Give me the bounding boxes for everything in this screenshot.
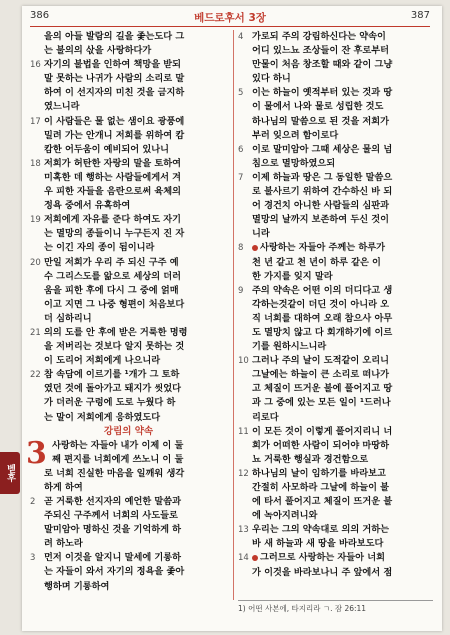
- verse-text: 그러므로 사랑하는 자들아 너희: [260, 552, 385, 564]
- verse-number: 17: [30, 116, 41, 127]
- book-chapter-title: 베드로후서 3장: [194, 12, 266, 24]
- verse-line: 도 멸망치 않고 다 회개하기에 이르: [252, 326, 393, 338]
- verse-number: 10: [238, 356, 249, 367]
- verse-number: 9: [238, 285, 244, 296]
- verse-line: 만물이 처음 창조할 때와 같이 그냥: [252, 59, 393, 71]
- verse: [238, 143, 435, 171]
- verse-line: 우리는 그의 약속대로 의의 거하는: [252, 524, 390, 536]
- verse-line: 로 너희 진실한 마음을 일깨워 생각: [44, 467, 185, 479]
- paragraph-bullet-icon: [252, 245, 258, 251]
- verse-line: 뇨 거룩한 행실과 경건함으로: [252, 453, 369, 465]
- verse-number: 18: [30, 158, 41, 169]
- verse-line: 더 심하리니: [44, 312, 92, 324]
- verse-line: 의의 도를 안 후에 받은 거룩한 명령: [44, 326, 188, 338]
- verse-line: 멸망의 날까지 보존하여 두신 것이: [252, 214, 390, 226]
- verse: [238, 171, 435, 241]
- verse-line: 가로되 주의 강림하신다는 약속이: [252, 31, 386, 42]
- verse-line: 그날에는 하늘이 큰 소리로 떠나가: [252, 369, 390, 381]
- verse-line: 침으로 멸망하였으되: [252, 157, 336, 169]
- verse-line: 하여 이 선지자의 미친 것을 금지하: [44, 87, 185, 99]
- verse-line: 그러나 주의 날이 도적같이 오리니: [252, 355, 390, 367]
- verse-line: 먼저 이것을 알지니 말세에 기롱하: [44, 552, 182, 564]
- verse: [238, 551, 435, 579]
- verse-line: 니라: [252, 228, 270, 240]
- verse-line: [252, 241, 435, 255]
- verse-line: 하나님의 날이 임하기를 바라보고: [252, 467, 386, 479]
- verse-line: 수 그리스도를 앎으로 세상의 더러: [44, 270, 182, 282]
- verse-number: 19: [30, 215, 41, 226]
- verse-number: 21: [30, 327, 41, 338]
- verse-line: 어 경건치 아니한 사람들의 심판과: [252, 200, 390, 212]
- verse-line: 이 물에서 나와 물로 성립한 것도: [252, 101, 384, 113]
- header-rule: [30, 26, 430, 27]
- verse-line: 하게 하여: [44, 481, 83, 493]
- verse-line: 이 사람들은 물 없는 샘이요 광풍에: [44, 115, 185, 127]
- verse-line: 만일 저희가 우리 주 되신 구주 예: [44, 256, 179, 268]
- right-page-number: 387: [410, 10, 430, 21]
- verse: [30, 256, 227, 326]
- left-column: [26, 30, 227, 594]
- verse-line: 주의 약속은 어떤 이의 더디다고 생: [252, 284, 393, 296]
- verse-line: 이로 말미암아 그때 세상은 물의 넘: [252, 143, 393, 155]
- verse-line: 이는 하늘이 옛적부터 있는 것과 땅: [252, 87, 393, 99]
- verse-line: 자기의 불법을 인하여 책망을 받되: [44, 59, 182, 71]
- verse-line: 있다 하니: [252, 73, 291, 85]
- verse-line: 에 녹아지려니와: [252, 510, 318, 522]
- verse-number: 20: [30, 257, 41, 268]
- verse-line: [252, 551, 435, 565]
- verse-number: 2: [30, 497, 36, 507]
- verse-line: 는 멸망의 종들이니 누구든지 진 자: [44, 228, 185, 240]
- section-heading: 강림의 약속: [103, 425, 154, 437]
- verse-line: 이 도리어 저희에게 나으니라: [44, 355, 161, 367]
- verse-line: 희가 어떠한 사람이 되어야 마땅하: [252, 439, 390, 451]
- verse-line: 는 이긴 자의 종이 됨이니라: [44, 242, 155, 254]
- verse: [30, 551, 227, 593]
- verse-line: 는 불의의 삯을 사랑하다가: [44, 45, 152, 57]
- verse: [238, 30, 435, 86]
- verse-line: 행하며 기롱하여: [44, 580, 110, 592]
- verse: [238, 354, 435, 424]
- verse-line: 는 말이 저희에게 응하였도다: [44, 411, 161, 423]
- verse-line: 말 못하는 나귀가 사람의 소리로 말: [44, 73, 185, 85]
- column-divider: [233, 30, 234, 600]
- verse-line: 사랑하는 자들아 내가 이제 이 둘: [52, 439, 184, 451]
- verse: [30, 115, 227, 157]
- verse-line: 각하는것같이 더딘 것이 아니라 오: [252, 298, 390, 310]
- verse-number: 16: [30, 60, 41, 71]
- verse-number: 11: [238, 426, 249, 437]
- verse-line: 바 새 하늘과 새 땅을 바라보도다: [252, 538, 384, 550]
- verse-line: 저희에게 자유를 준다 하여도 자기: [44, 214, 182, 226]
- verse: [238, 425, 435, 467]
- left-page-number: 386: [30, 10, 50, 21]
- chapter-start: [26, 435, 227, 495]
- verse-line: 미혹한 데 행하는 사람들에게서 겨: [44, 171, 182, 183]
- verse: [238, 467, 435, 523]
- verse-line: 리로다: [252, 411, 279, 423]
- verse-line: 과 그 중에 있는 모든 일이 ¹드러나: [252, 397, 391, 409]
- verse: [30, 368, 227, 424]
- verse: [238, 284, 435, 354]
- verse-line: 을의 아들 발람의 길을 좇는도다 그: [44, 31, 185, 42]
- verse-number: 13: [238, 525, 249, 536]
- verse-line: 저희가 허탄한 자랑의 말을 토하여: [44, 157, 182, 169]
- verse-line: 로 불사르기 위하여 간수하신 바 되: [252, 186, 393, 198]
- verse: [238, 86, 435, 142]
- verse-line: 캄한 어두움이 예비되어 있나니: [44, 143, 169, 155]
- chapter-number: 3: [26, 435, 47, 471]
- verse: [30, 30, 227, 58]
- verse-line: 였던 것에 돌아가고 돼지가 씻었다: [44, 383, 182, 395]
- verse: [30, 495, 227, 551]
- verse-line: 우 피한 자들을 음란으로써 육체의: [44, 186, 182, 198]
- verse-line: 였느니라: [44, 101, 80, 113]
- footnote: 1) 어떤 사본에, 타지리라 ㄱ. 잠 26:11: [238, 600, 433, 614]
- verse-line: 직 너희를 대하여 오래 참으사 아무: [252, 312, 393, 324]
- book-thumb-tab[interactable]: 벧후: [0, 452, 20, 494]
- verse-line: 에 타서 풀어지고 체질이 뜨거운 불: [252, 496, 393, 508]
- verse-number: 4: [238, 32, 244, 42]
- verse-line: 밀려 가는 안개니 저희를 위하여 캄: [44, 129, 185, 141]
- verse-line: 한 가지를 잊지 말라: [252, 270, 333, 282]
- verse-line: 째 편지를 너희에게 쓰노니 이 둘: [52, 453, 184, 465]
- verse-line: 이제 하늘과 땅은 그 동일한 말씀으: [252, 171, 393, 183]
- verse: [30, 58, 227, 114]
- page-header: [30, 10, 430, 24]
- verse-line: 기를 원하시느니라: [252, 341, 327, 353]
- verse-number: 6: [238, 144, 244, 155]
- verse: [30, 213, 227, 255]
- verse-line: 간절히 사모하라 그날에 하늘이 불: [252, 482, 390, 493]
- verse-line: 고 체질이 뜨거운 불에 풀어지고 땅: [252, 383, 393, 395]
- verse: [238, 241, 435, 283]
- verse-line: 는 자들이 와서 자기의 정욕을 좇아: [44, 566, 185, 578]
- verse-number: 8: [238, 243, 244, 254]
- verse-line: 어디 있느뇨 조상들이 잔 후로부터: [252, 45, 390, 57]
- right-column: [238, 30, 435, 580]
- verse-number: 12: [238, 468, 249, 479]
- verse-line: 을 저버리는 것보다 알지 못하는 것: [44, 341, 185, 353]
- verse-line: 움을 피한 후에 다시 그 중에 얽매: [44, 284, 179, 296]
- verse-number: 5: [238, 88, 244, 99]
- verse-line: 하나님의 말씀으로 된 것을 저희가: [252, 115, 390, 127]
- paragraph-bullet-icon: [252, 555, 258, 561]
- verse-number: 3: [30, 553, 36, 564]
- verse-line: 곧 거룩한 선지자의 예언한 말씀과: [44, 496, 182, 507]
- verse-number: 14: [238, 553, 249, 564]
- verse-line: 가 이것을 바라보나니 주 앞에서 점: [252, 566, 393, 578]
- verse: [30, 157, 227, 213]
- verse-line: 정욕 중에서 유혹하여: [44, 200, 131, 212]
- verse: [30, 326, 227, 368]
- verse-text: 사랑하는 자들아 주께는 하루가: [260, 242, 385, 254]
- verse-line: 주되신 구주께서 너희의 사도들로: [44, 510, 178, 522]
- verse-line: 말미암아 명하신 것을 기억하게 하: [44, 524, 182, 536]
- verse-line: 가 더러운 구렁에 도로 누웠다 하: [44, 397, 176, 409]
- verse-number: 7: [238, 172, 244, 183]
- verse-line: 이 모든 것이 이렇게 풀어지리니 너: [252, 425, 393, 437]
- verse-number: 22: [30, 370, 41, 381]
- verse: [238, 523, 435, 551]
- verse-line: 려 하노라: [44, 538, 83, 550]
- verse-line: 참 속담에 이르기를 ¹개가 그 토하: [44, 369, 180, 381]
- verse-line: 부러 잊으려 함이로다: [252, 129, 339, 141]
- verse-line: 천 년 같고 천 년이 하루 같은 이: [252, 256, 381, 268]
- bible-page-spread: [22, 6, 442, 631]
- verse-line: 이고 지면 그 나중 형편이 처음보다: [44, 298, 185, 310]
